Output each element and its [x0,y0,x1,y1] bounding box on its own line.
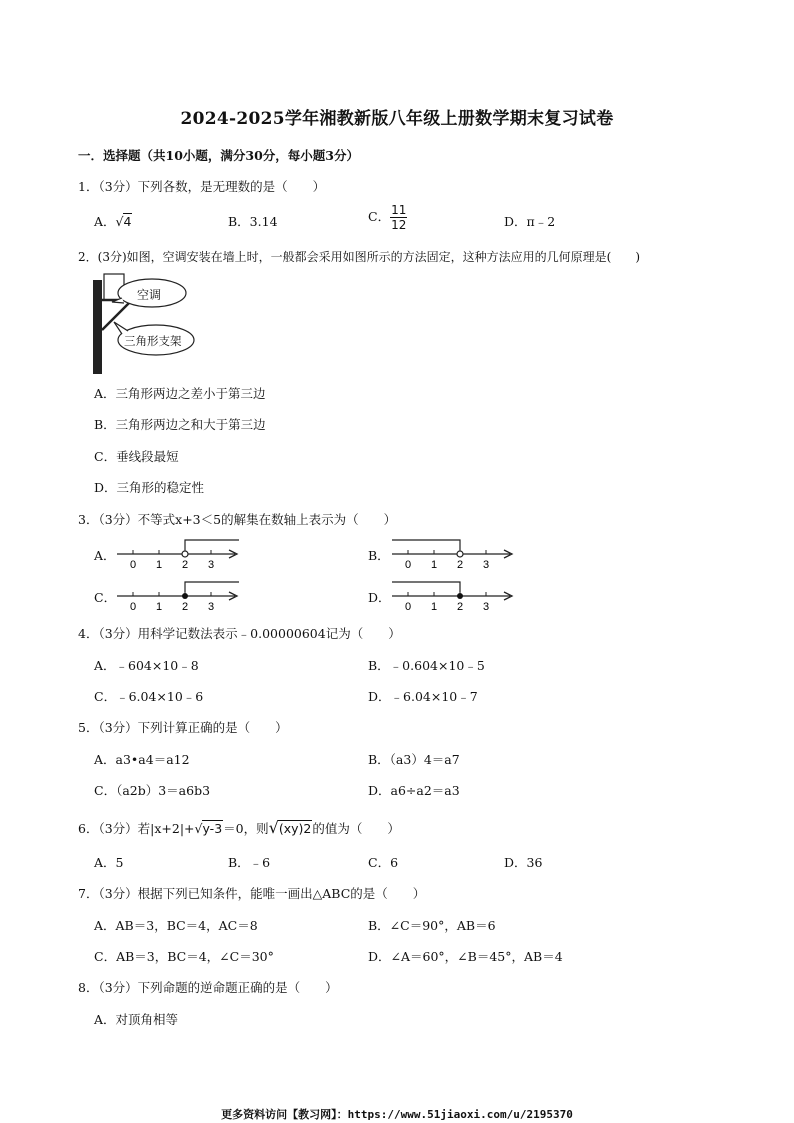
tick-label: 3 [482,601,490,613]
tick-label: 0 [404,559,412,571]
q7-option-d: D．∠A＝60°，∠B＝45°，AB＝4 [368,949,563,964]
q5-option-a: A．a3•a4＝a12 [94,752,190,767]
q6-stem-mid: ＝0，则 [223,821,269,836]
tick-label: 0 [404,601,412,613]
section-heading: 一．选择题（共10小题，满分30分，每小题3分） [78,148,359,163]
tick-label: 1 [155,601,163,613]
q6-sqrt-2: (xy)2 [278,821,312,836]
tick-label: 2 [456,601,464,613]
wall [93,280,102,374]
question-6-stem [78,818,400,837]
tick-label: 2 [181,601,189,613]
q4-option-d: D．﹣6.04×10﹣7 [368,689,478,704]
q3-number-line-d [390,578,520,614]
triangle-bracket-label: 三角形支架 [124,334,182,348]
q2-option-c: C．垂线段最短 [94,449,179,464]
footer-link[interactable]: 更多资料访问【教习网】：https://www.51jiaoxi.com/u/2195370 [221,1108,573,1121]
q7-option-b: B．∠C＝90°，AB＝6 [368,918,496,933]
tick-label: 0 [129,559,137,571]
tick-label: 1 [430,559,438,571]
question-3-stem: 3．（3分）不等式x+3＜5的解集在数轴上表示为（ ） [78,512,397,527]
sqrt-sign: √ [268,818,279,837]
q6-stem-pre: 6．（3分）若|x+2|+ [78,821,195,836]
tick-label: 3 [207,559,215,571]
tick-label: 3 [207,601,215,613]
sqrt-sign: √ [194,821,203,836]
q3-number-line-c [115,578,245,614]
q3-number-line-a [115,536,245,572]
q8-option-a: A．对顶角相等 [94,1012,179,1027]
q2-option-a: A．三角形两边之差小于第三边 [94,386,266,401]
q6-option-a: A．5 [94,855,124,870]
q3-option-b-label: B． [368,548,390,563]
q7-option-c: C．AB＝3，BC＝4，∠C＝30° [94,949,274,964]
tick-label: 1 [430,601,438,613]
q1-option-c [368,203,407,232]
q3-option-c-label: C． [94,590,117,605]
tick-label: 1 [155,559,163,571]
question-4-stem: 4．（3分）用科学记数法表示﹣0.00000604记为（ ） [78,626,401,641]
fraction [390,203,407,232]
q5-option-b: B．（a3）4＝a7 [368,752,460,767]
q7-option-a: A．AB＝3，BC＝4，AC＝8 [94,918,258,933]
question-8-stem: 8．（3分）下列命题的逆命题正确的是（ ） [78,980,338,995]
q6-option-b: B．﹣6 [228,855,271,870]
page-title: 2024-2025学年湘教新版八年级上册数学期末复习试卷 [180,109,614,129]
q3-number-line-b [390,536,520,572]
question-7-stem: 7．（3分）根据下列已知条件，能唯一画出△ABC的是（ ） [78,886,426,901]
q1-option-a [94,212,132,230]
q1-option-b: B．3.14 [228,214,278,229]
q2-option-d: D．三角形的稳定性 [94,480,205,495]
question-2-stem: 2．(3分)如图，空调安装在墙上时，一般都会采用如图所示的方法固定，这种方法应用的几何原理是( ) [78,250,641,264]
q1-option-d: D．π﹣2 [504,214,556,229]
ac-label: 空调 [137,288,162,302]
open-point [457,551,463,557]
q5-option-c: C．（a2b）3＝a6b3 [94,783,211,798]
tick-label: 2 [456,559,464,571]
tick-label: 2 [181,559,189,571]
closed-point [182,593,188,599]
question-1-stem: 1．（3分）下列各数，是无理数的是（ ） [78,179,326,194]
sqrt-sign: √ [115,214,124,229]
q5-option-d: D．a6÷a2＝a3 [368,783,460,798]
q6-option-c: C．6 [368,855,399,870]
q6-stem-post: 的值为（ ） [312,821,400,836]
open-point [182,551,188,557]
q1-option-a-radicand: 4 [123,214,132,229]
q1-option-c-label: C． [368,209,391,224]
q4-option-a: A．﹣604×10﹣8 [94,658,199,673]
closed-point [457,593,463,599]
q6-option-d: D．36 [504,855,543,870]
fraction-denominator: 12 [391,218,407,232]
q1-option-a-label: A． [94,214,116,229]
q3-option-d-label: D． [368,590,391,605]
fraction-numerator: 11 [391,203,407,217]
q6-sqrt-1: y-3 [202,821,223,836]
q4-option-b: B．﹣0.604×10﹣5 [368,658,485,673]
tick-label: 3 [482,559,490,571]
question-5-stem: 5．（3分）下列计算正确的是（ ） [78,720,288,735]
q3-option-a-label: A． [94,548,116,563]
q2-option-b: B．三角形两边之和大于第三边 [94,417,266,432]
tick-label: 0 [129,601,137,613]
q4-option-c: C．﹣6.04×10﹣6 [94,689,204,704]
